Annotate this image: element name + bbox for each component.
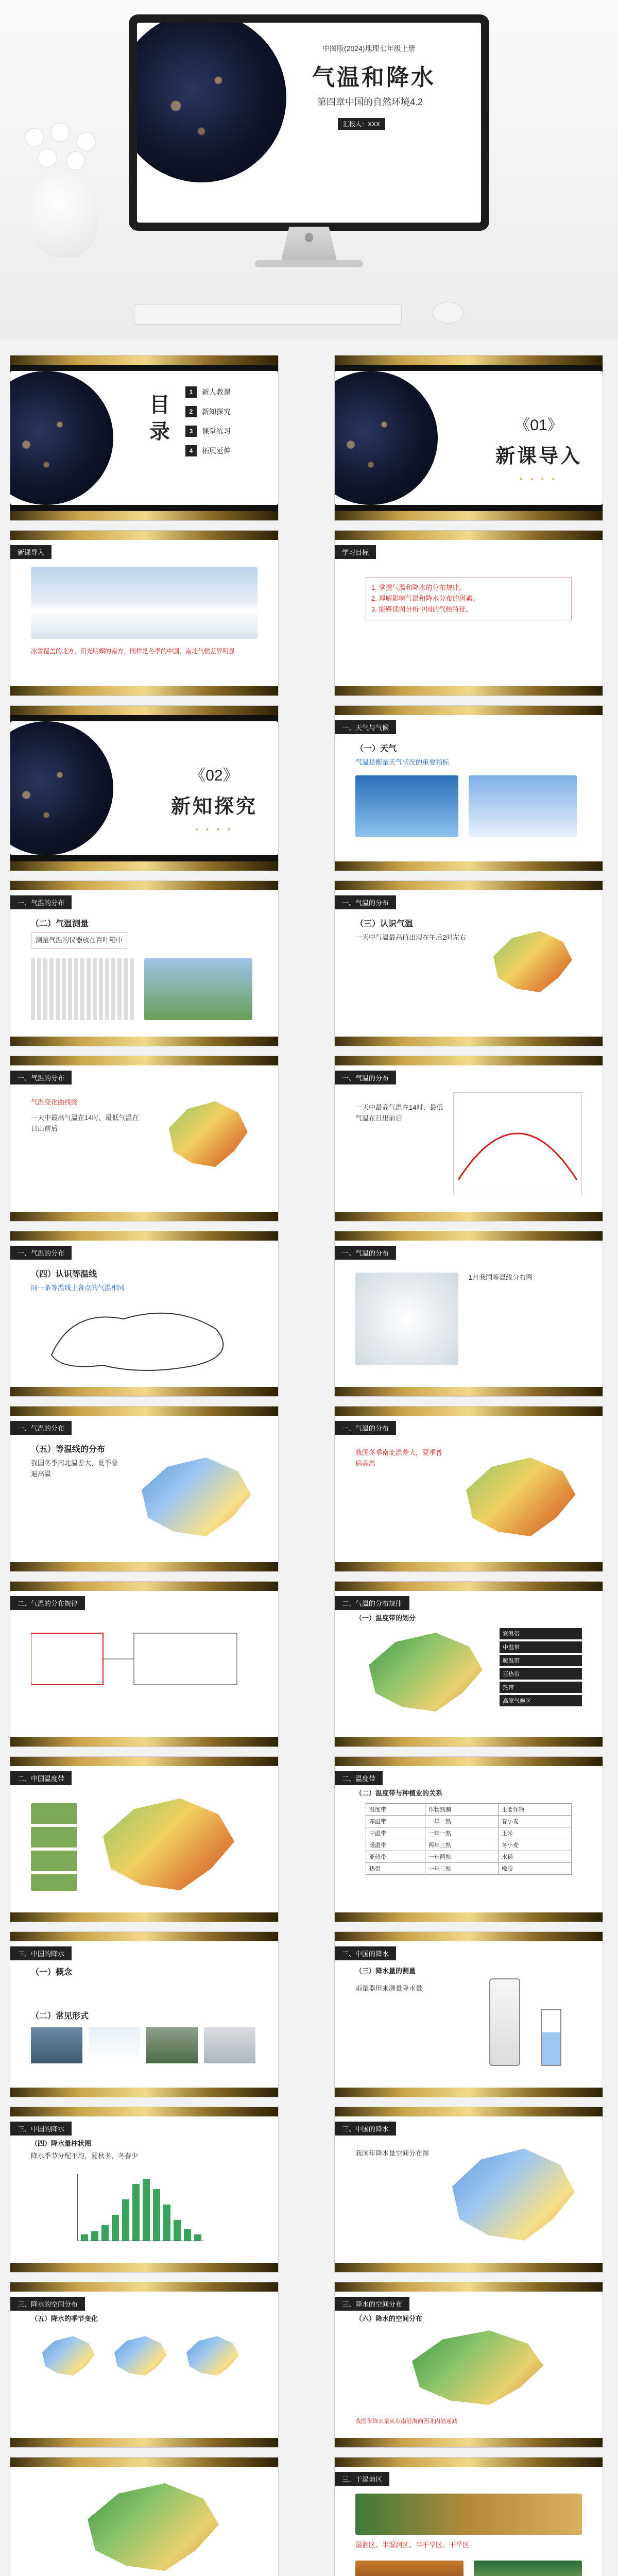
- section-dots: • • • •: [520, 474, 558, 483]
- slide-crops-table: 二、温度带 （二）温度带与种植业的关系 温度带 作物熟制 主要作物 寒温带 一年一熟 春小麦 中温带 一年一熟 玉米 暖温带 两年三熟 冬小麦 亚热带 一年两熟 水稻 热带 一年三熟 橡胶: [335, 1757, 603, 1922]
- slide-regions: 二、中国温度带: [10, 1757, 278, 1922]
- louver-box-photo: [31, 958, 134, 1020]
- crop-photos: [31, 1803, 77, 1891]
- isotherm-diagram: [41, 1298, 247, 1376]
- monitor: [129, 14, 489, 231]
- slide-season: 三、降水的空间分布 （五）降水的季节变化: [10, 2282, 278, 2447]
- slide-curve: 一、气温的分布 气温变化曲线图 一天中最高气温在14时，最低气温在日出前后: [10, 1056, 278, 1221]
- toc-item[interactable]: 2 新知探究: [185, 406, 231, 417]
- rain-forms: [31, 2027, 255, 2063]
- slide-dist: 一、气温的分布 （五）等温线的分布 我国冬季南北温差大，夏季普遍高温: [10, 1406, 278, 1571]
- slide-rain-map: 三、中国的降水 我国年降水量空间分布图: [335, 2107, 603, 2272]
- hero-mockup: [0, 0, 618, 340]
- keyboard: [134, 304, 402, 325]
- slide-weather: 一、天气与气候 （一）天气 气温是衡量天气状况的重要指标: [335, 706, 603, 871]
- earth-image: [10, 371, 113, 505]
- cover-subtitle: 中图版(2024)地理七年级上册: [322, 44, 416, 53]
- july-map: [453, 1453, 582, 1546]
- rain-gauge: [489, 1978, 520, 2066]
- toc-heading: 目录: [149, 394, 170, 443]
- slide-tag: 一、天气与气候: [335, 720, 396, 734]
- slide-humid: 三、干湿地区 湿润区、半湿润区、半干旱区、干旱区: [335, 2458, 603, 2576]
- intro-caption: 冰雪覆盖的北方，阳光明媚的南方，同样是冬季的中国，南北气候差异明显: [31, 648, 235, 655]
- section-name: 新课导入: [495, 446, 582, 467]
- slide-curve-chart: 一、气温的分布 一天中最高气温在14时，最低气温在日出前后: [335, 1056, 603, 1221]
- section-name: 新知探究: [170, 796, 258, 818]
- toc-item[interactable]: 1 新人教课: [185, 386, 231, 398]
- slide-rain: 三、中国的降水 （一）概念 （二）常见形式: [10, 1932, 278, 2097]
- toc-item[interactable]: 4 拓展延伸: [185, 445, 231, 456]
- january-map: [129, 1453, 258, 1546]
- slide-section-2: 《02》 新知探究 • • • •: [10, 706, 278, 871]
- slide-intro: [10, 531, 278, 696]
- earth-image: [137, 23, 286, 182]
- china-map: [484, 927, 577, 999]
- vase-decoration: [31, 170, 98, 258]
- slide-dist-2: 一、气温的分布 我国冬季南北温差大，夏季普遍高温: [335, 1406, 603, 1571]
- goals-box: 1. 掌握气温和降水的分布规律。 2. 理解影响气温和降水分布的因素。 3. 能够读图分析中国的气候特征。: [366, 577, 572, 620]
- temperature-zone-map: [355, 1628, 489, 1721]
- slide-heading: （一）天气: [355, 744, 397, 753]
- snow-photo: [31, 567, 258, 639]
- slide-gauge: 三、中国的降水 （三）降水量的测量 雨量器用来测量降水量: [335, 1932, 603, 2097]
- precipitation-bars: [77, 2174, 204, 2241]
- toc-list: [185, 386, 231, 465]
- slide-tag: 学习目标: [335, 545, 376, 559]
- cover-slide-preview: [137, 23, 481, 223]
- slide-humid-map: [10, 2458, 278, 2576]
- mouse: [433, 302, 464, 324]
- rainfall-map: [438, 2143, 582, 2251]
- slide-tag: 新课导入: [10, 545, 52, 559]
- slide-section-1: [335, 355, 603, 520]
- slide-goals: [335, 531, 603, 696]
- crop-table: 温度带 作物熟制 主要作物 寒温带 一年一熟 春小麦 中温带 一年一熟 玉米 暖温带 两年三熟 冬小麦 亚热带 一年两熟 水稻 热带 一年三熟 橡胶: [366, 1803, 572, 1875]
- zone-legend: 寒温带 中温带 暖温带 亚热带 热带 高原气候区: [500, 1628, 582, 1706]
- slide-toc: [10, 355, 278, 520]
- logo-icon: [305, 233, 313, 242]
- slide-temp-measure: 一、气温的分布 （二）气温测量 测量气温的仪器放在百叶箱中: [10, 881, 278, 1046]
- slide-zones: 二、气温的分布规律: [10, 1582, 278, 1747]
- slide-isotherm-map: 一、气温的分布 1月我国等温线分布图: [335, 1231, 603, 1396]
- regions-map: [88, 1793, 242, 1901]
- cover-chapter: 第四章中国的自然环境4.2: [317, 97, 423, 107]
- station-photo: [144, 958, 252, 1020]
- isotherm-graphic: [355, 1273, 458, 1365]
- toc-item[interactable]: 3 课堂练习: [185, 426, 231, 437]
- monitor-base: [255, 260, 363, 267]
- weather-icons: [469, 775, 577, 837]
- temperature-curve: [453, 1092, 582, 1195]
- section-number: 《01》: [514, 417, 563, 434]
- cover-presenter: 汇报人：XXX: [338, 118, 385, 130]
- slide-temp-rise: 一、气温的分布 （三）认识气温 一天中气温最高值出现在午后2时左右: [335, 881, 603, 1046]
- cover-title: 气温和降水: [312, 65, 436, 90]
- monitor-stand: [281, 227, 337, 263]
- slide-zone-map: 二、气温的分布规律 （一）温度带的划分 寒温带 中温带 暖温带 亚热带 热带 高原气候区: [335, 1582, 603, 1747]
- slide-isotherm: 一、气温的分布 （四）认识等温线 同一条等温线上各点的气温相同: [10, 1231, 278, 1396]
- slide-rain-chart: 三、中国的降水 （四）降水量柱状图 降水季节分配不均，夏秋多，冬春少: [10, 2107, 278, 2272]
- slide-space: 三、降水的空间分布 （六）降水的空间分布 我国年降水量从东南沿海向西北内陆递减: [335, 2282, 603, 2447]
- forecast-photo: [355, 775, 458, 837]
- zones-mindmap: [31, 1623, 258, 1716]
- section-number: 《02》: [190, 767, 238, 784]
- measuring-cup: [541, 2009, 561, 2066]
